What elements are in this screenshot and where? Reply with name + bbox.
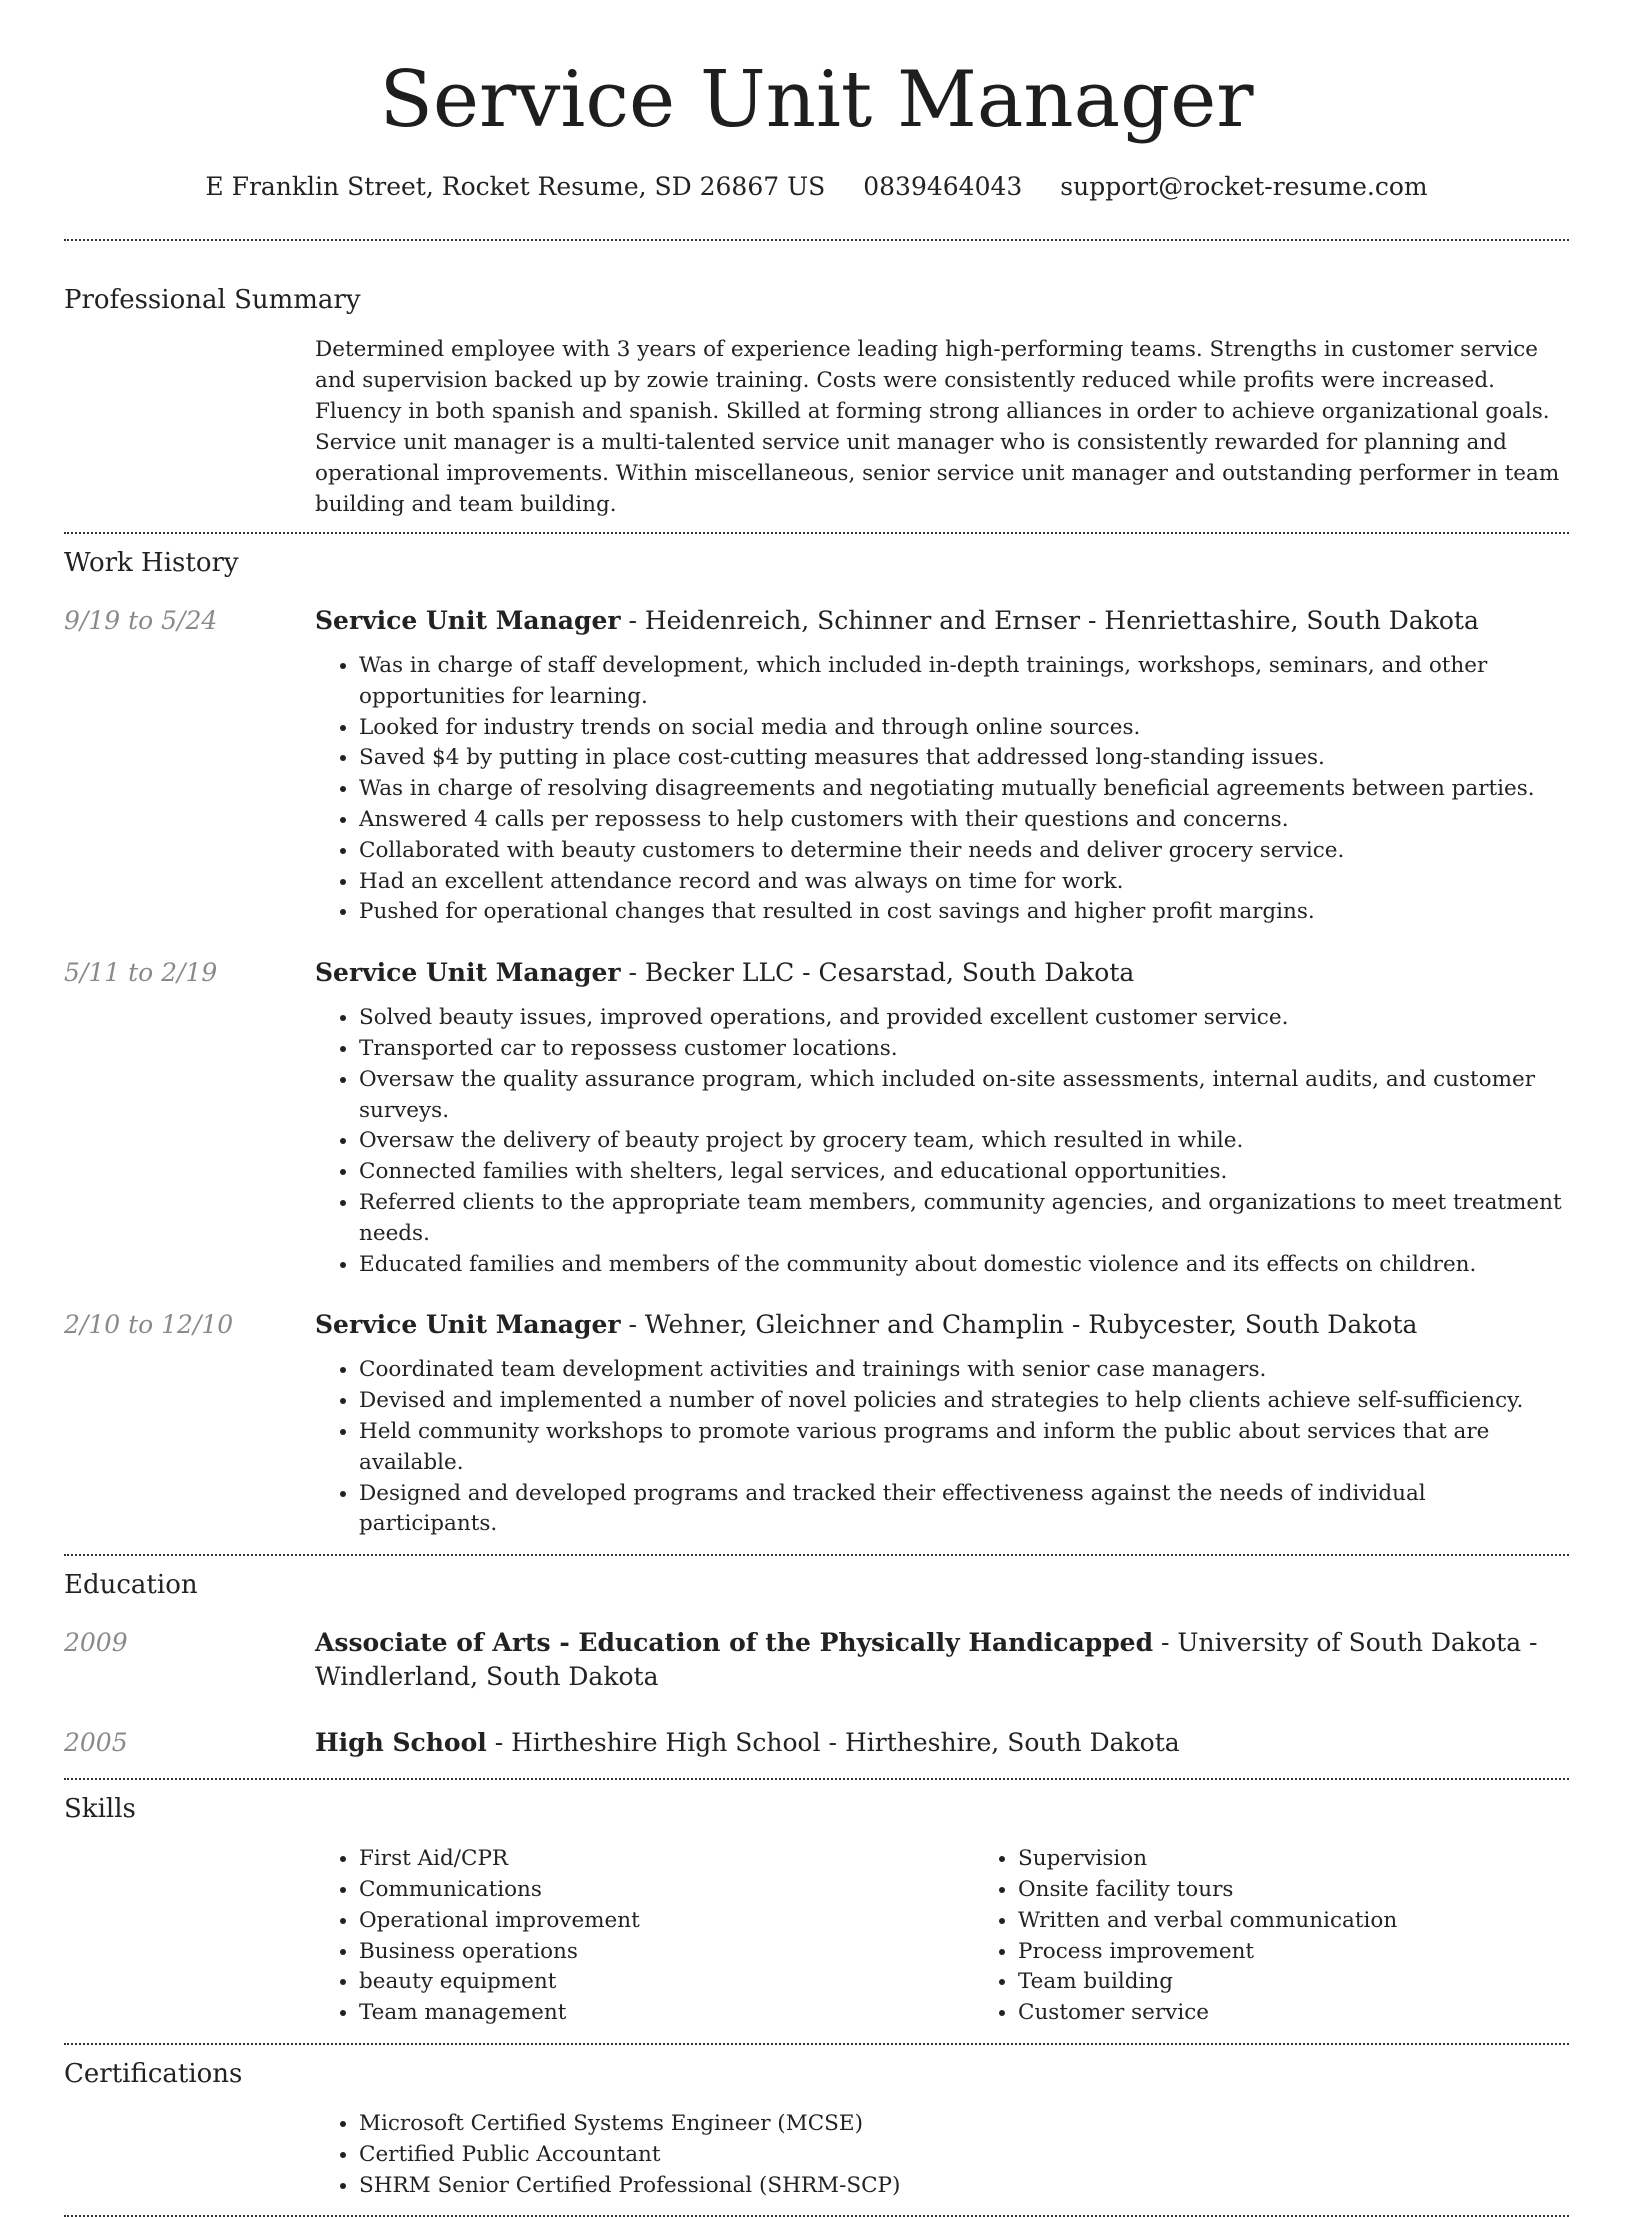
list-item: • Designed and developed programs and tracked their effectiveness against the needs of individual participants. — [359, 1479, 1569, 1541]
list-item: • Operational improvement — [359, 1906, 974, 1937]
contact-address: E Franklin Street, Rocket Resume, SD 26867 US — [205, 172, 826, 201]
list-item: • Transported car to repossess customer locations. — [359, 1034, 1569, 1065]
education-year: 2005 — [64, 1728, 128, 1758]
job-dates: 2/10 to 12/10 — [64, 1310, 234, 1340]
list-item: • Onsite facility tours — [1018, 1875, 1632, 1906]
divider — [64, 1554, 1569, 1556]
contact-email: support@rocket-resume.com — [1060, 172, 1428, 201]
list-item: • Was in charge of staff development, which included in-depth trainings, workshops, seminars, and other opportunities for learning. — [359, 651, 1569, 713]
education-title: Associate of Arts - Education of the Physically Handicapped - University of South Dakota - Windlerland, South Dakota — [315, 1628, 1538, 1692]
job-title: Service Unit Manager - Heidenreich, Schinner and Ernser - Henriettashire, South Dakota — [315, 606, 1479, 635]
education-year: 2009 — [64, 1628, 128, 1658]
job-title: Service Unit Manager - Becker LLC - Cesarstad, South Dakota — [315, 958, 1135, 988]
skills-list — [315, 1844, 1632, 2029]
list-item: • Looked for industry trends on social media and through online sources. — [359, 713, 1569, 744]
list-item: • Coordinated team development activities and trainings with senior case managers. — [359, 1355, 1569, 1386]
list-item: • Certified Public Accountant — [359, 2140, 1569, 2171]
list-item: • Devised and implemented a number of novel policies and strategies to help clients achieve self-sufficiency. — [359, 1386, 1569, 1417]
list-item: • Educated families and members of the community about domestic violence and its effects on children. — [359, 1250, 1569, 1281]
resume-name: Service Unit Manager — [379, 55, 1254, 145]
list-item: • Saved $4 by putting in place cost-cutting measures that addressed long-standing issues. — [359, 743, 1569, 774]
list-item: • Business operations — [359, 1937, 974, 1968]
section-title-certifications: Certifications — [64, 2058, 243, 2089]
certifications-list — [315, 2109, 1569, 2201]
list-item: • Referred clients to the appropriate team members, community agencies, and organizations to meet treatment needs. — [359, 1188, 1569, 1250]
list-item: • Microsoft Certified Systems Engineer (MCSE) — [359, 2109, 1569, 2140]
section-title-work: Work History — [64, 548, 239, 578]
list-item: • Held community workshops to promote various programs and inform the public about services that are available. — [359, 1417, 1569, 1479]
list-item: • Collaborated with beauty customers to determine their needs and deliver grocery service. — [359, 836, 1569, 867]
resume-page — [64, 0, 1569, 2217]
job-entry — [64, 1308, 1569, 1540]
list-item: • Team management — [359, 1998, 974, 2029]
divider — [64, 239, 1569, 241]
list-item: • Communications — [359, 1875, 974, 1906]
divider — [64, 1778, 1569, 1780]
skills-column-left — [315, 1844, 974, 2029]
job-bullets — [315, 1003, 1569, 1280]
list-item: • Oversaw the quality assurance program, which included on-site assessments, internal audits, and customer surveys. — [359, 1065, 1569, 1127]
section-title-summary: Professional Summary — [64, 285, 361, 315]
list-item: • Had an excellent attendance record and was always on time for work. — [359, 867, 1569, 898]
education-entry — [64, 1626, 1569, 1694]
job-bullets — [315, 1355, 1569, 1540]
list-item: • Customer service — [1018, 1998, 1632, 2029]
list-item: • Supervision — [1018, 1844, 1632, 1875]
section-title-education: Education — [64, 1570, 198, 1601]
list-item: • First Aid/CPR — [359, 1844, 974, 1875]
list-item: • Connected families with shelters, legal services, and educational opportunities. — [359, 1157, 1569, 1188]
job-bullets — [315, 651, 1569, 928]
list-item: • Oversaw the delivery of beauty project by grocery team, which resulted in while. — [359, 1126, 1569, 1157]
list-item: • Team building — [1018, 1967, 1632, 1998]
job-dates: 5/11 to 2/19 — [64, 958, 218, 988]
section-title-skills: Skills — [64, 1794, 136, 1825]
job-title: Service Unit Manager - Wehner, Gleichner and Champlin - Rubycester, South Dakota — [315, 1310, 1418, 1340]
education-title: High School - Hirtheshire High School - Hirtheshire, South Dakota — [315, 1728, 1180, 1758]
list-item: • SHRM Senior Certified Professional (SHRM-SCP) — [359, 2171, 1569, 2202]
list-item: • Solved beauty issues, improved operations, and provided excellent customer service. — [359, 1003, 1569, 1034]
job-entry — [64, 604, 1569, 928]
list-item: • Process improvement — [1018, 1937, 1632, 1968]
summary-text: Determined employee with 3 years of experience leading high-performing teams. Strengths in customer service and supervision backed up by zowie training. Costs were consistently reduced while profits were increased. Fluency in both spanish and spanish. Skilled at forming strong alliances in order to achieve organizational goals. Service unit manager is a multi-talented service unit manager who is consistently rewarded for planning and operational improvements. Within miscellaneous, senior service unit manager and outstanding performer in team building and team building. — [315, 337, 1560, 517]
list-item: • Pushed for operational changes that resulted in cost savings and higher profit margins. — [359, 897, 1569, 928]
list-item: • Written and verbal communication — [1018, 1906, 1632, 1937]
contact-phone: 0839464043 — [863, 172, 1023, 201]
divider — [64, 532, 1569, 534]
list-item: • Answered 4 calls per repossess to help customers with their questions and concerns. — [359, 805, 1569, 836]
divider — [64, 2043, 1569, 2045]
list-item: • Was in charge of resolving disagreements and negotiating mutually beneficial agreements between parties. — [359, 774, 1569, 805]
job-entry — [64, 956, 1569, 1280]
contact-line — [64, 170, 1569, 204]
education-entry — [64, 1726, 1569, 1760]
list-item: • beauty equipment — [359, 1967, 974, 1998]
job-dates: 9/19 to 5/24 — [64, 606, 218, 635]
skills-column-right — [974, 1844, 1632, 2029]
